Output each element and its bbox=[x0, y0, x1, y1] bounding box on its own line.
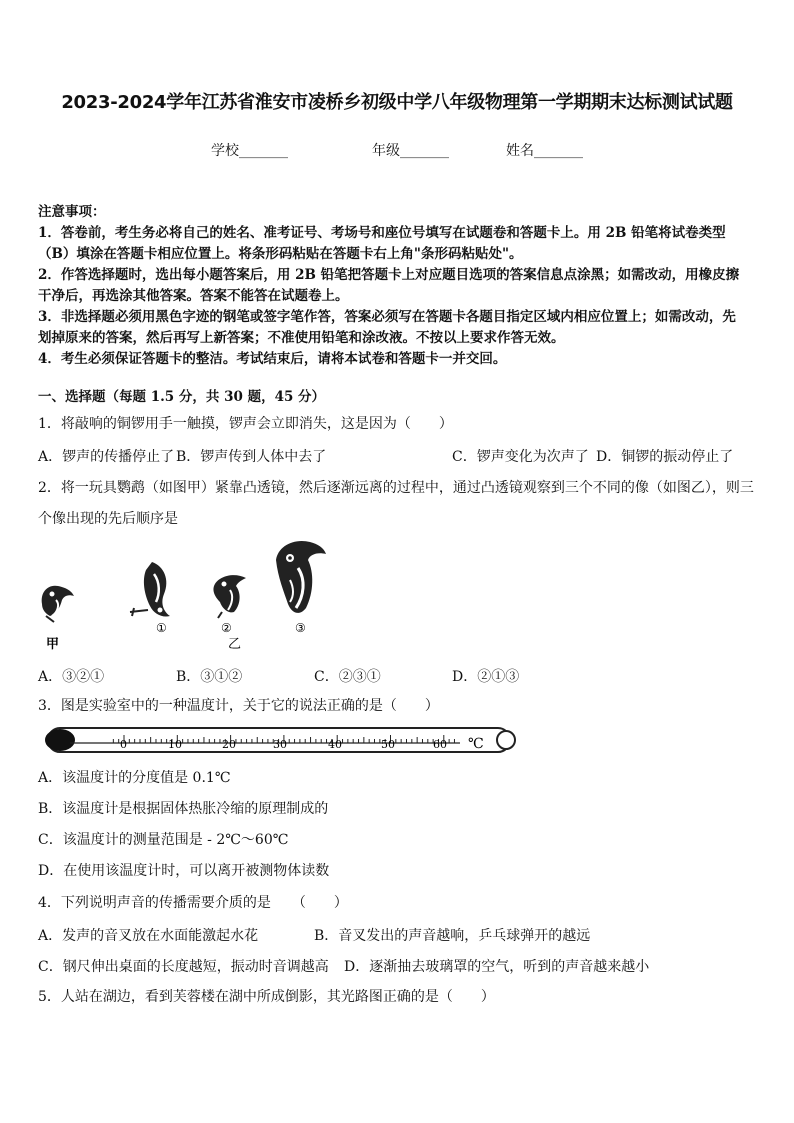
grade-field: 年级_______ bbox=[372, 143, 449, 159]
notice-line: 划掉原来的答案，然后再写上新答案；不准使用铅笔和涂改液。不按以上要求作答无效。 bbox=[38, 330, 565, 346]
thermometer-figure bbox=[40, 722, 520, 758]
q3-option-b: B．该温度计是根据固体热胀冷缩的原理制成的 bbox=[38, 801, 329, 817]
q2-option-b: B．③①② bbox=[176, 669, 243, 685]
question-2-stem-cont: 个像出现的先后顺序是 bbox=[38, 511, 178, 527]
section-heading: 一、选择题（每题 1.5 分，共 30 题，45 分） bbox=[38, 389, 326, 405]
label-jia: 甲 bbox=[46, 637, 60, 652]
scale-50: 50 bbox=[381, 738, 395, 751]
scale-30: 30 bbox=[273, 738, 287, 751]
school-field: 学校_______ bbox=[211, 143, 288, 159]
q3-option-a: A．该温度计的分度值是 0.1℃ bbox=[38, 770, 231, 786]
question-5-stem: 5．人站在湖边，看到芙蓉楼在湖中所成倒影，其光路图正确的是（ ） bbox=[38, 989, 495, 1005]
q2-option-c: C．②③① bbox=[314, 669, 381, 685]
parrot-image-3-icon bbox=[276, 541, 326, 613]
notice-line: 4．考生必须保证答题卡的整洁。考试结束后，请将本试卷和答题卡一并交回。 bbox=[38, 351, 507, 367]
label-yi: 乙 bbox=[228, 637, 242, 652]
q1-option-b: B．锣声传到人体中去了 bbox=[176, 449, 327, 465]
notice-line: 干净后，再选涂其他答案。答案不能答在试题卷上。 bbox=[38, 288, 349, 304]
scale-60: 60 bbox=[433, 738, 447, 751]
scale-10: 10 bbox=[168, 738, 182, 751]
notice-line: （B）填涂在答题卡相应位置上。将条形码粘贴在答题卡右上角"条形码粘贴处"。 bbox=[38, 246, 523, 262]
q3-option-c: C．该温度计的测量范围是 - 2℃～60℃ bbox=[38, 832, 289, 848]
q1-option-c: C．锣声变化为次声了 bbox=[452, 449, 589, 465]
notice-line: 2．作答选择题时，选出每小题答案后，用 2B 铅笔把答题卡上对应题目选项的答案信息点涂黑；如需改动，用橡皮擦 bbox=[38, 267, 740, 283]
label-circle-3: ③ bbox=[295, 621, 306, 635]
question-1-stem: 1．将敲响的铜锣用手一触摸，锣声会立即消失，这是因为（ ） bbox=[38, 416, 453, 432]
q2-option-a: A．③②① bbox=[38, 669, 105, 685]
q3-option-d: D．在使用该温度计时，可以离开被测物体读数 bbox=[38, 863, 330, 879]
q4-option-a: A．发声的音叉放在水面能激起水花 bbox=[38, 928, 259, 944]
q4-option-d: D．逐渐抽去玻璃罩的空气，听到的声音越来越小 bbox=[344, 959, 650, 975]
scale-20: 20 bbox=[222, 738, 236, 751]
parrot-jia-icon bbox=[42, 586, 74, 622]
page-title: 2023-2024学年江苏省淮安市凌桥乡初级中学八年级物理第一学期期末达标测试试题 bbox=[61, 92, 733, 113]
scale-0: 0 bbox=[120, 738, 127, 751]
q4-option-b: B．音叉发出的声音越响，乒乓球弹开的越远 bbox=[314, 928, 591, 944]
q4-option-c: C．钢尺伸出桌面的长度越短，振动时音调越高 bbox=[38, 959, 329, 975]
parrot-image-2-icon bbox=[213, 575, 246, 618]
parrot-image-1-icon bbox=[130, 562, 170, 617]
unit-celsius: ℃ bbox=[468, 736, 484, 752]
parrot-figure bbox=[30, 530, 330, 658]
notice-line: 3．非选择题必须用黑色字迹的钢笔或签字笔作答，答案必须写在答题卡各题目指定区域内相应位置上；如需改动，先 bbox=[38, 309, 736, 325]
label-circle-2: ② bbox=[221, 621, 232, 635]
question-3-stem: 3．图是实验室中的一种温度计，关于它的说法正确的是（ ） bbox=[38, 698, 439, 714]
label-circle-1: ① bbox=[156, 621, 167, 635]
q1-option-d: D．铜锣的振动停止了 bbox=[596, 449, 734, 465]
q1-option-a: A．锣声的传播停止了 bbox=[38, 449, 175, 465]
scale-40: 40 bbox=[328, 738, 342, 751]
question-4-stem: 4．下列说明声音的传播需要介质的是 （ ） bbox=[38, 895, 348, 911]
name-field: 姓名_______ bbox=[506, 143, 583, 159]
q2-option-d: D．②①③ bbox=[452, 669, 520, 685]
question-2-stem: 2．将一玩具鹦鹉（如图甲）紧靠凸透镜，然后逐渐远离的过程中，通过凸透镜观察到三个不同的像（如图乙），则三 bbox=[38, 480, 754, 496]
notice-heading: 注意事项： bbox=[38, 204, 106, 220]
notice-line: 1．答卷前，考生务必将自己的姓名、准考证号、考场号和座位号填写在试题卷和答题卡上。用 2B 铅笔将试卷类型 bbox=[38, 225, 726, 241]
